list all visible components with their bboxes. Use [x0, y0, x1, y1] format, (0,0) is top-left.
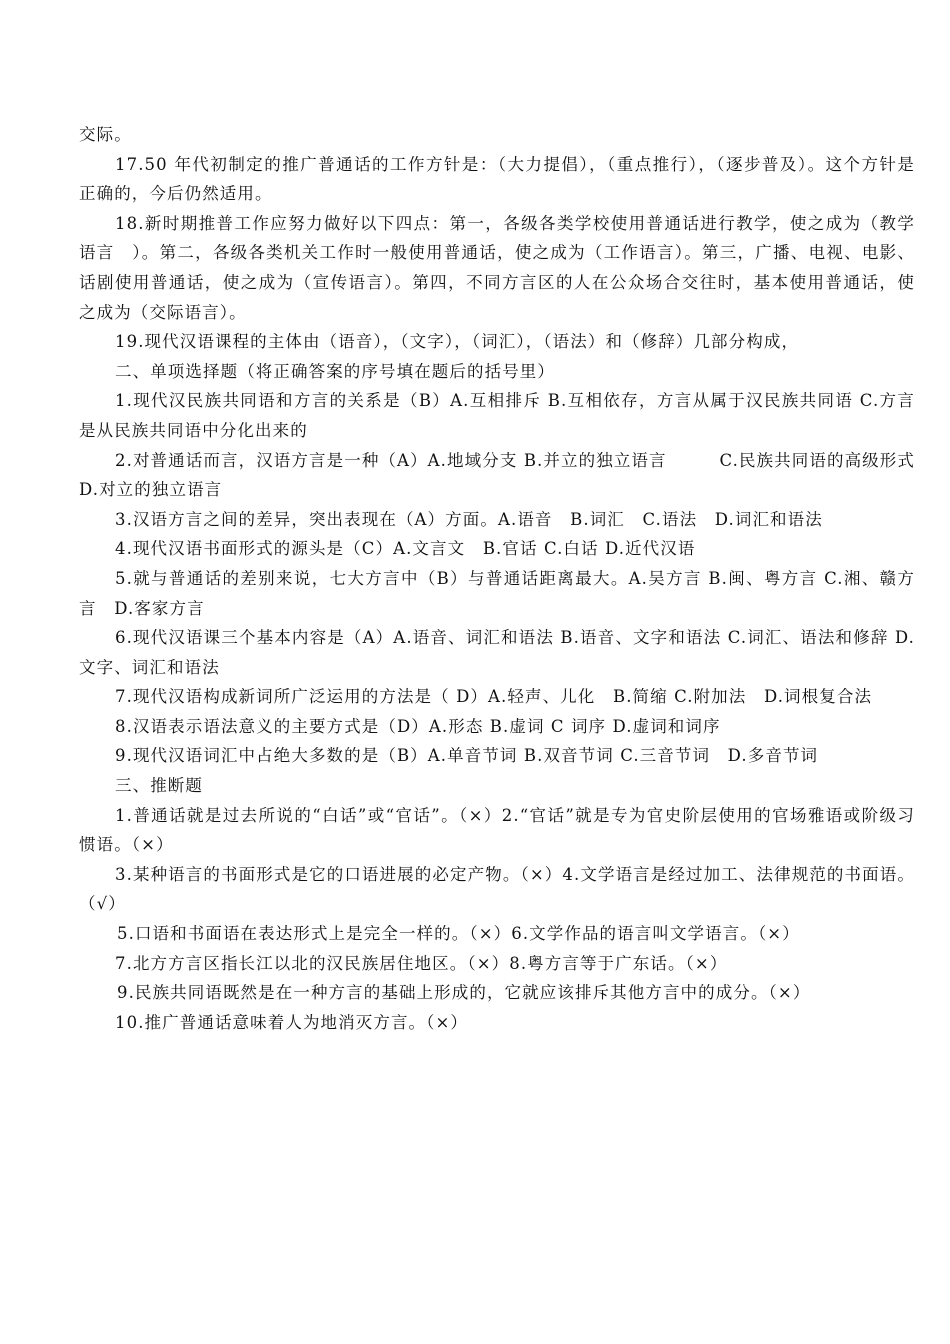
choice-question-9: 9.现代汉语词汇中占绝大多数的是（B）A.单音节词 B.双音节词 C.三音节词 D.多音节词	[115, 746, 819, 766]
judgement-item-10: 10.推广普通话意味着人为地消灭方言。（×）	[115, 1012, 469, 1032]
choice-question-4: 4.现代汉语书面形式的源头是（C）A.文言文 B.官话 C.白话 D.近代汉语	[115, 539, 696, 559]
judgement-item-9: 9.民族共同语既然是在一种方言的基础上形成的，它就应该排斥其他方言中的成分。（×）	[117, 983, 811, 1003]
judgement-items-7-8: 7.北方方言区指长江以北的汉民族居住地区。（×）8.粤方言等于广东话。（×）	[115, 953, 728, 973]
judgement-items-1-2: 1.普通话就是过去所说的“白话”或“官话”。（×）2.“官话”就是专为官史阶层使用的官场雅语或阶级习惯语。（×）	[79, 805, 915, 855]
paragraph-item-19: 19.现代汉语课程的主体由（语音），（文字），（词汇），（语法）和（修辞）几部分构成，	[115, 332, 800, 352]
choice-question-8: 8.汉语表示语法意义的主要方式是（D）A.形态 B.虚词 C 词序 D.虚词和词序	[115, 716, 721, 736]
choice-question-1: 1.现代汉民族共同语和方言的关系是（B）A.互相排斥 B.互相依存，方言从属于汉民族共同语 C.方言是从民族共同语中分化出来的	[79, 391, 915, 440]
paragraph-item-17: 17.50 年代初制定的推广普通话的工作方针是：（大力提倡），（重点推行），（逐步普及）。这个方针是正确的，今后仍然适用。	[79, 154, 915, 204]
choice-question-6: 6.现代汉语课三个基本内容是（A）A.语音、词汇和语法 B.语音、文字和语法 C.词汇、语法和修辞 D.文字、词汇和语法	[79, 628, 915, 677]
choice-question-7: 7.现代汉语构成新词所广泛运用的方法是（ D）A.轻声、儿化 B.简缩 C.附加法 D.词根复合法	[115, 687, 873, 707]
document-body	[79, 120, 950, 1037]
section-heading-judgement: 三、推断题	[115, 776, 203, 796]
choice-question-3: 3.汉语方言之间的差异，突出表现在（A）方面。A.语音 B.词汇 C.语法 D.词汇和语法	[115, 509, 823, 529]
judgement-items-3-4: 3.某种语言的书面形式是它的口语进展的必定产物。（×）4.文学语言是经过加工、法律规范的书面语。（√）	[79, 864, 915, 914]
choice-question-5: 5.就与普通话的差别来说，七大方言中（B）与普通话距离最大。A.吴方言 B.闽、粤方言 C.湘、赣方言 D.客家方言	[79, 568, 915, 618]
choice-question-2: 2.对普通话而言，汉语方言是一种（A）A.地域分支 B.并立的独立语言 C.民族共同语的高级形式 D.对立的独立语言	[79, 450, 950, 500]
paragraph-continuation: 交际。	[79, 125, 132, 144]
judgement-items-5-6: 5.口语和书面语在表达形式上是完全一样的。（×）6.文学作品的语言叫文学语言。（×）	[117, 924, 800, 944]
section-heading-single-choice: 二、单项选择题（将正确答案的序号填在题后的括号里）	[115, 361, 555, 381]
paragraph-item-18: 18.新时期推普工作应努力做好以下四点：第一，各级各类学校使用普通话进行教学，使之成为（教学语言 ）。第二，各级各类机关工作时一般使用普通话，使之成为（工作语言）。第三，广播、电视、电影、话剧使用普通话，使之成为（宣传语言）。第四，不同方言区的人在公众场合交往时，基本使用普通话，使之成为（交际语言）。	[79, 213, 915, 322]
